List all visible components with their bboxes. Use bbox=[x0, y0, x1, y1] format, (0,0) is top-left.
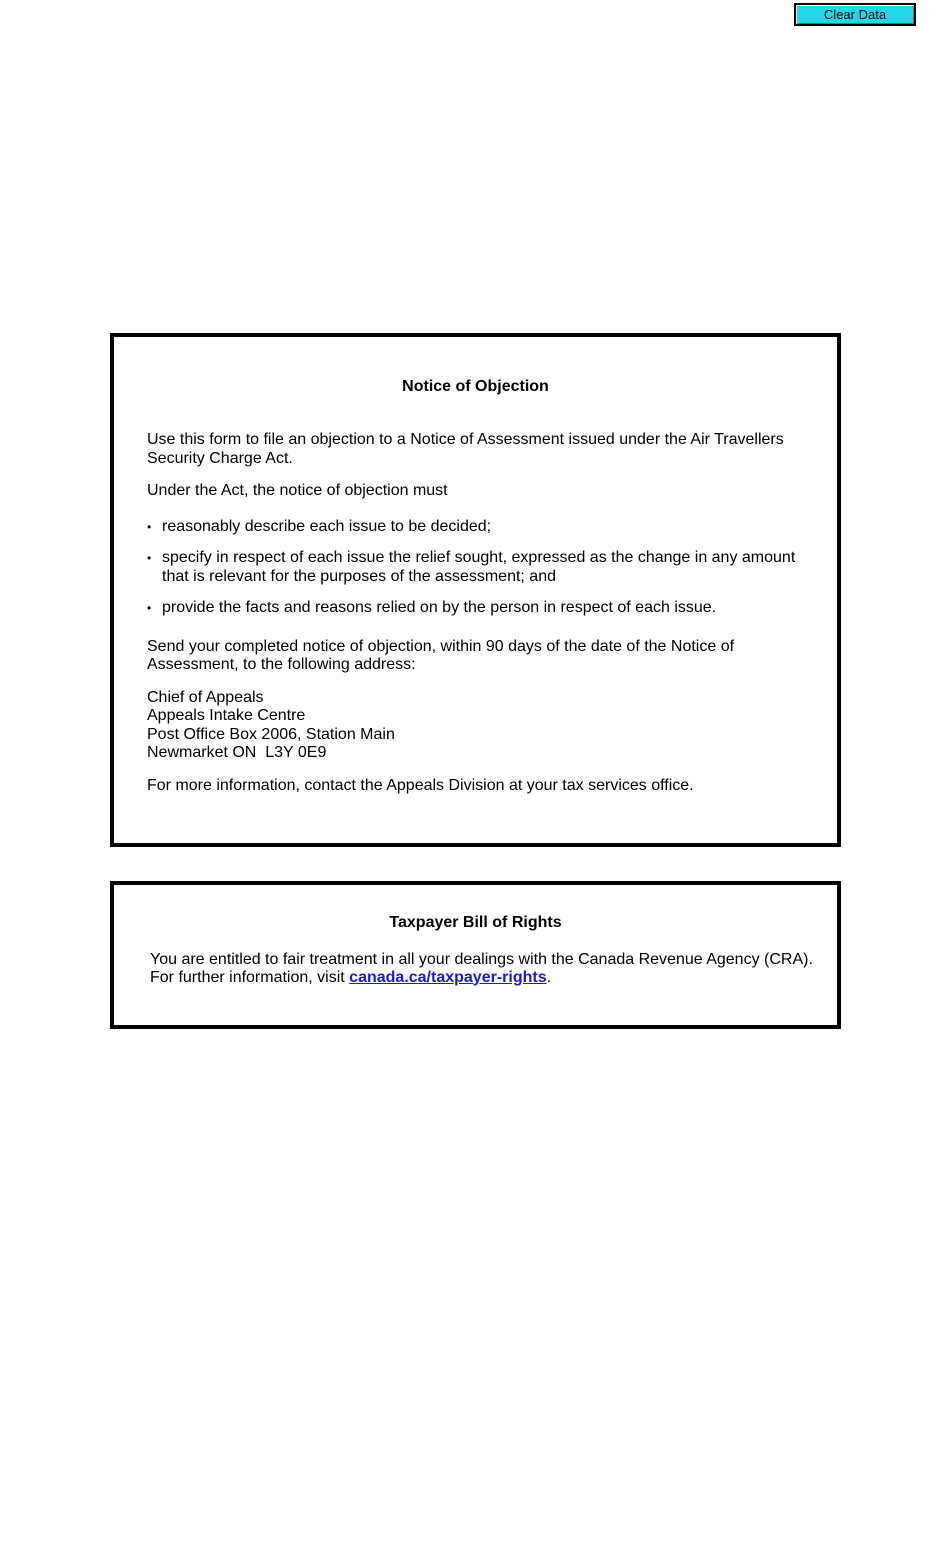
send-line-2: Assessment, to the following address: bbox=[147, 656, 416, 673]
requirement-text: reasonably describe each issue to be decided; bbox=[162, 517, 492, 535]
rights-line-2-suffix: . bbox=[546, 968, 552, 986]
taxpayer-bill-of-rights-panel bbox=[110, 881, 841, 1029]
requirement-text-cont: that is relevant for the purposes of the assessment; and bbox=[162, 567, 556, 585]
requirement-text: provide the facts and reasons relied on by the person in respect of each issue. bbox=[162, 599, 717, 616]
objection-more-info: For more information, contact the Appeals Division at your tax services office. bbox=[147, 776, 694, 794]
list-item bbox=[147, 549, 807, 586]
notice-of-objection-panel bbox=[110, 333, 841, 847]
requirement-text: specify in respect of each issue the relief sought, expressed as the change in any amount bbox=[162, 549, 796, 566]
bullet-icon: • bbox=[147, 601, 152, 615]
clear-data-button[interactable]: Clear Data bbox=[794, 3, 916, 26]
objection-title: Notice of Objection bbox=[402, 378, 549, 395]
objection-must-text: Under the Act, the notice of objection must bbox=[147, 482, 448, 499]
list-item bbox=[147, 518, 807, 537]
taxpayer-rights-link[interactable]: canada.ca/taxpayer-rights bbox=[349, 968, 547, 986]
objection-content bbox=[147, 431, 807, 809]
address-line: Chief of Appeals bbox=[147, 688, 264, 706]
rights-line-1: You are entitled to fair treatment in all your dealings with the Canada Revenue Agency (CRA). bbox=[150, 951, 813, 968]
bullet-icon: • bbox=[147, 551, 152, 565]
rights-title: Taxpayer Bill of Rights bbox=[389, 914, 562, 931]
bullet-icon: • bbox=[147, 519, 152, 534]
list-item bbox=[147, 599, 807, 618]
send-line-1: Send your completed notice of objection, within 90 days of the date of the Notice of bbox=[147, 637, 735, 655]
intro-line-1: Use this form to file an objection to a Notice of Assessment issued under the Air Travellers bbox=[147, 431, 784, 448]
objection-send-text bbox=[147, 638, 807, 675]
address-line: Appeals Intake Centre bbox=[147, 707, 306, 724]
rights-line-2-prefix: For further information, visit bbox=[150, 968, 350, 986]
mailing-address bbox=[147, 689, 807, 763]
address-line: Newmarket ON L3Y 0E9 bbox=[147, 744, 327, 761]
requirements-list bbox=[147, 518, 807, 618]
address-line: Post Office Box 2006, Station Main bbox=[147, 725, 395, 743]
rights-content bbox=[150, 951, 830, 986]
intro-line-2: Security Charge Act. bbox=[147, 449, 293, 467]
objection-intro bbox=[147, 431, 807, 468]
